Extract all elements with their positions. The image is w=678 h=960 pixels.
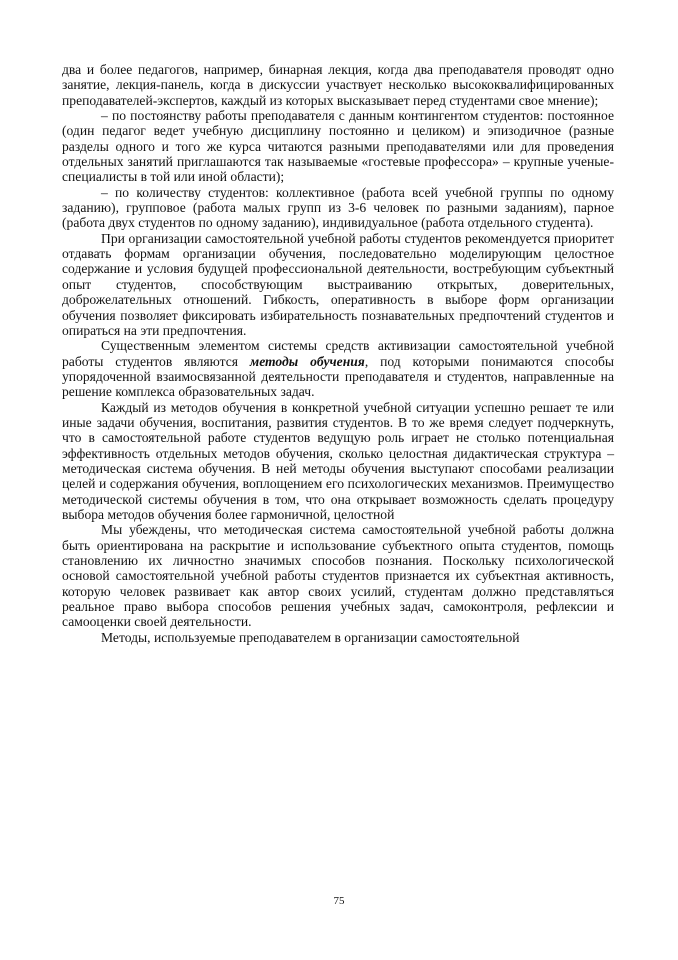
paragraph-5-before: Существенным элементом системы средств активизации самостоятельной учебной работы студентов являются <box>62 338 614 369</box>
paragraph-4: При организации самостоятельной учебной работы студентов рекомендуется приоритет отдавать формам организации обучения, последовательно моделирующим целостное содержание и условия будущей профессиональной деятельности, востребующим субъектный опыт студентов, способствующим выстраиванию открытых, доверительных, доброжелательных отношений. Гибкость, оперативность в выборе форм организации обучения позволяет фиксировать избирательность познавательных предпочтений студентов и опираться на эти предпочтения. <box>62 230 614 338</box>
page-number: 75 <box>333 895 345 907</box>
paragraph-6: Каждый из методов обучения в конкретной учебной ситуации успешно решает те или иные задачи обучения, воспитания, развития студентов. В то же время следует подчеркнуть, что в самостоятельной работе студентов ведущую роль играет не столько потенциальная эффективность отдельных методов обучения, сколько целостная дидактическая структура – методическая система обучения. В ней методы обучения выступают способами реализации целей и содержания обучения, воплощением его психологических механизмов. Преимущество методической системы обучения в том, что она открывает возможность сделать процедуру выбора методов обучения более гармоничной, целостной <box>62 399 614 522</box>
paragraph-3: – по количеству студентов: коллективное (работа всей учебной группы по одному заданию), групповое (работа малых групп из 3-6 человек по разными заданиям), парное (работа двух студентов по одному заданию), индивидуальное (работа отдельного студента). <box>62 184 614 231</box>
paragraph-8: Методы, используемые преподавателем в организации самостоятельной <box>101 629 520 645</box>
paragraph-5 <box>62 338 614 399</box>
paragraph-7: Мы убеждены, что методическая система самостоятельной учебной работы должна быть ориентирована на раскрытие и использование субъектного опыта студентов, помощь становлению их личностно значимых способов познания. Поскольку психологической основой самостоятельной учебной работы студентов признается их субъектная активность, которую человек развивает как автор своих усилий, студентам должно представляться реальное право выбора способов решения учебных задач, самоконтроля, рефлексии и самооценки своей деятельности. <box>62 522 614 630</box>
emphasis-teaching-methods: методы обучения <box>249 353 365 369</box>
paragraph-5-after: , под которыми понимаются способы упорядоченной взаимосвязанной деятельности преподавателя и студентов, направленные на решение комплекса образовательных задач. <box>62 353 615 400</box>
paragraph-1: два и более педагогов, например, бинарная лекция, когда два преподавателя проводят одно занятие, лекция-панель, когда в дискуссии участвует несколько высококвалифицированных преподавателей-экспертов, каждый из которых высказывает перед студентами свое мнение); <box>62 62 614 108</box>
paragraph-2: – по постоянству работы преподавателя с данным контингентом студентов: постоянное (один педагог ведет учебную дисциплину постоянно и целиком) и эпизодичное (разные разделы одного и того же курса читаются разными преподавателями или для проведения отдельных занятий приглашаются так называемые «гостевые профессора» – крупные ученые-специалисты в той или иной области); <box>62 108 614 185</box>
page-body <box>62 62 614 645</box>
